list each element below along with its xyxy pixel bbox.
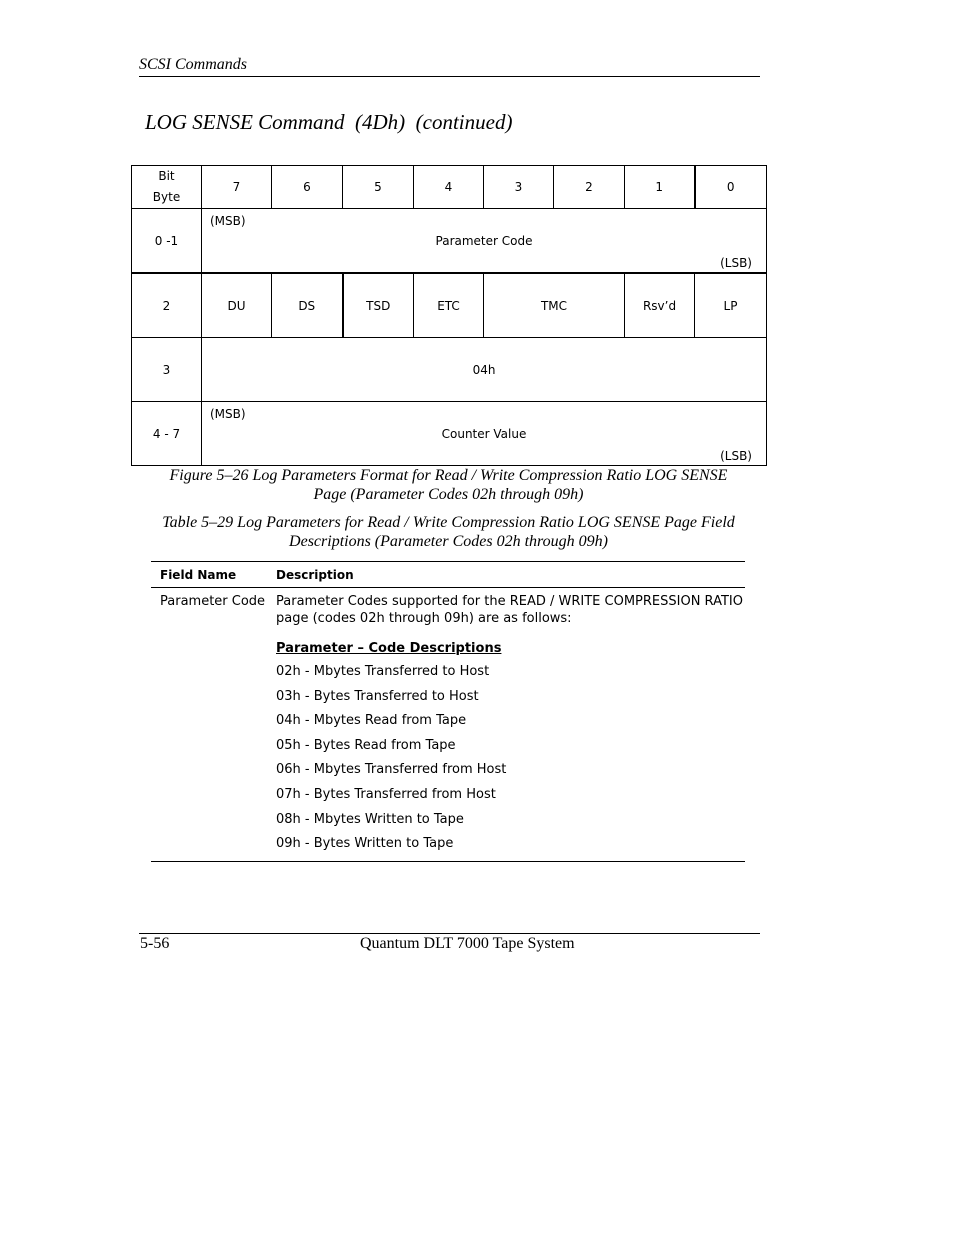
parameter-code-label: Parameter Code [435,233,533,248]
list-item: 05h - Bytes Read from Tape [276,737,456,753]
field-description-table [151,561,745,862]
description-line-2: page (codes 02h through 09h) are as follows: [276,611,572,626]
field-name-cell: Parameter Code [160,594,266,609]
parameter-code-cell [202,209,767,274]
table-caption [131,513,766,551]
list-item: 03h - Bytes Transferred to Host [276,688,479,704]
bit-3: 3 [484,166,554,209]
field-tsd: TSD [343,273,414,338]
field-du: DU [202,273,272,338]
footer-title: Quantum DLT 7000 Tape System [360,935,575,952]
header-rule [139,76,760,77]
figure-caption-line-1: Figure 5–26 Log Parameters Format for Read / Write Compression Ratio LOG SENSE [169,467,728,484]
msb-marker: (MSB) [210,407,246,421]
bit-4: 4 [414,166,484,209]
byte-index: 4 - 7 [132,402,202,466]
byte-index: 2 [132,273,202,338]
counter-value-cell [202,402,767,466]
byte-row-0-1 [132,209,767,274]
bit-byte-corner [132,166,202,209]
parameter-length-cell: 04h [202,338,767,402]
running-header: SCSI Commands [139,56,248,73]
section-title: LOG SENSE Command (4Dh) (continued) [145,110,513,134]
list-item: 09h - Bytes Written to Tape [276,836,454,852]
figure-caption [131,466,766,504]
lsb-marker: (LSB) [720,256,752,270]
table-row [151,588,745,861]
byte-row-3 [132,338,767,402]
list-item: 07h - Bytes Transferred from Host [276,786,496,802]
footer-rule [139,933,760,934]
bit-5: 5 [343,166,414,209]
figure-caption-line-2: Page (Parameter Codes 02h through 09h) [313,486,584,503]
list-item: 06h - Mbytes Transferred from Host [276,762,507,778]
description-cell [276,593,745,857]
bit-6: 6 [272,166,343,209]
bit-label: Bit [158,169,175,183]
table-caption-line-1: Table 5–29 Log Parameters for Read / Write Compression Ratio LOG SENSE Page Field [162,514,735,531]
page-number: 5-56 [140,935,170,952]
msb-marker: (MSB) [210,214,246,228]
description-text [276,593,745,627]
byte-index: 0 -1 [132,209,202,274]
field-tmc: TMC [484,273,625,338]
parameter-code-list [276,660,745,857]
description-line-1: Parameter Codes supported for the READ / WRITE COMPRESSION RATIO [276,594,743,609]
field-etc: ETC [414,273,484,338]
lsb-marker: (LSB) [720,449,752,463]
field-name-header: Field Name [160,567,237,582]
field-reserved: Rsv’d [625,273,695,338]
counter-value-label: Counter Value [441,426,527,441]
bit-7: 7 [202,166,272,209]
bit-1: 1 [625,166,695,209]
bit-header-row [132,166,767,209]
byte-label: Byte [152,190,181,204]
list-item: 04h - Mbytes Read from Tape [276,713,467,729]
field-lp: LP [695,273,767,338]
codes-heading: Parameter – Code Descriptions [276,641,502,656]
log-parameter-format-table [131,165,767,466]
description-header: Description [276,567,354,582]
byte-index: 3 [132,338,202,402]
table-header-row [151,562,745,588]
bit-0: 0 [695,166,767,209]
byte-row-4-7 [132,402,767,466]
list-item: 02h - Mbytes Transferred to Host [276,664,490,679]
bit-2: 2 [554,166,625,209]
byte-row-2 [132,273,767,338]
table-caption-line-2: Descriptions (Parameter Codes 02h through 09h) [289,533,608,550]
field-ds: DS [272,273,343,338]
list-item: 08h - Mbytes Written to Tape [276,811,464,827]
